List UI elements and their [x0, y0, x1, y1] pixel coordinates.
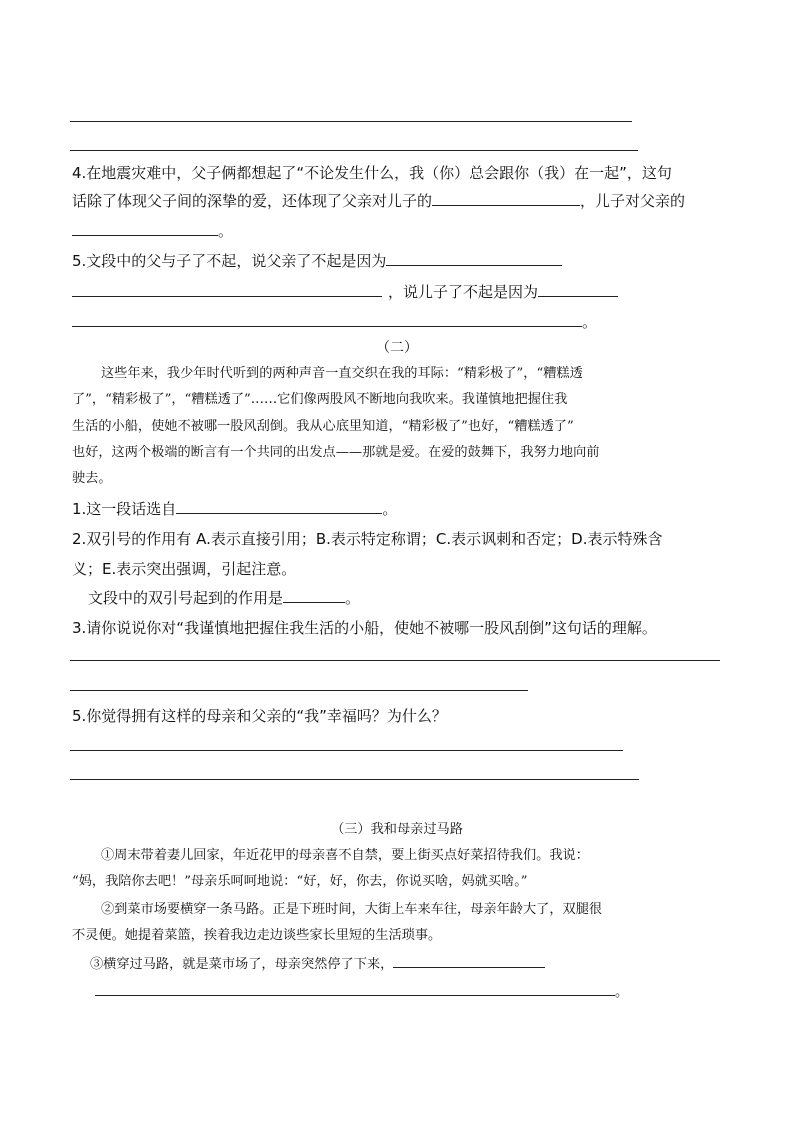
q4-line3-end: 。: [218, 222, 234, 240]
answer-line[interactable]: [70, 750, 623, 751]
q5a-blank-2[interactable]: [72, 282, 382, 297]
s3-blank-2[interactable]: [95, 983, 615, 996]
s2-q2-line1: 2.双引号的作用有 A.表示直接引用；B.表示特定称谓；C.表示讽刺和否定；D.表示特殊含: [72, 530, 663, 548]
s3-para3-text: ③横穿过马路，就是菜市场了，母亲突然停了下来，: [90, 957, 394, 972]
passage-line: 驶去。: [72, 471, 112, 486]
s3-para1-line1: ①周末带着妻儿回家，年近花甲的母亲喜不自禁，要上街买点好菜招待我们。我说：: [101, 848, 589, 863]
section3-heading: （三）我和母亲过马路: [331, 822, 463, 837]
s3-blank-1[interactable]: [393, 955, 545, 968]
answer-line[interactable]: [70, 150, 638, 151]
q4-line2-text: 话除了体现父子间的深挚的爱，还体现了父亲对儿子的: [72, 192, 433, 210]
q4-line3: [72, 221, 233, 241]
answer-line[interactable]: [70, 690, 528, 691]
s2-q2-line3-text: 文段中的双引号起到的作用是: [88, 589, 284, 607]
q5a-line2: [72, 282, 618, 302]
q4-blank-2[interactable]: [72, 221, 218, 236]
passage-line: 也好，这两个极端的断言有一个共同的出发点——那就是爱。在爱的鼓舞下，我努力地向前: [72, 445, 600, 460]
s2-q2-line3: [88, 588, 360, 608]
answer-line[interactable]: [70, 779, 639, 780]
q5a-line1: [72, 251, 562, 271]
s2-q1: [72, 499, 397, 519]
answer-line[interactable]: [70, 660, 720, 661]
q4-line2: [72, 191, 685, 211]
s3-para2-line1: ②到菜市场要横穿一条马路。正是下班时间，大街上车来车往，母亲年龄大了，双腿很: [101, 902, 603, 917]
passage-line: 这些年来，我少年时代听到的两种声音一直交织在我的耳际：“精彩极了”，“糟糕透: [101, 366, 583, 381]
s2-q5: 5.你觉得拥有这样的母亲和父亲的“我”幸福吗？为什么？: [72, 707, 447, 725]
q5a-mid: ，说儿子了不起是因为: [388, 283, 539, 301]
section2-heading: （二）: [376, 340, 418, 356]
s3-para1-line2: “妈，我陪你去吧！”母亲乐呵呵地说：“好，好，你去，你说买啥，妈就买啥。”: [72, 874, 528, 889]
s3-para3-end: 。: [615, 985, 629, 1000]
q4-line1: 4.在地震灾难中，父子俩都想起了“不论发生什么，我（你）总会跟你（我）在一起”，这句: [72, 164, 672, 182]
answer-line[interactable]: [70, 121, 632, 122]
q5a-blank-1[interactable]: [386, 251, 562, 266]
passage-line: 了”，“精彩极了”，“糟糕透了”……它们像两股风不断地向我吹来。我谨慎地把握住我: [72, 392, 568, 407]
q4-blank-1[interactable]: [432, 191, 580, 206]
s2-q2-end: 。: [345, 589, 361, 607]
s3-para3: [90, 955, 545, 974]
q5a-end: 。: [582, 313, 598, 331]
s2-q2-line2: 义；E.表示突出强调，引起注意。: [72, 560, 297, 578]
q5a-text: 5.文段中的父与子了不起，说父亲了不起是因为: [72, 252, 387, 270]
q5a-blank-3[interactable]: [538, 282, 618, 297]
s2-q1-text: 1.这一段话选自: [72, 500, 177, 518]
passage-line: 生活的小船，使她不被哪一股风刮倒。我从心底里知道，“精彩极了”也好，“糟糕透了”: [72, 419, 574, 434]
s2-q2-blank[interactable]: [283, 588, 345, 603]
s2-q3: 3.请你说说你对“我谨慎地把握住我生活的小船，使她不被哪一股风刮倒”这句话的理解。: [72, 619, 657, 637]
s2-q1-end: 。: [382, 500, 398, 518]
s3-para3-line2: [95, 983, 628, 1002]
q4-line2-text-b: ，儿子对父亲的: [580, 192, 686, 210]
q5a-blank-4[interactable]: [72, 312, 582, 327]
s3-para2-line2: 不灵便。她提着菜篮，挨着我边走边谈些家长里短的生活琐事。: [72, 928, 442, 943]
q5a-line3: [72, 312, 597, 332]
s2-q1-blank[interactable]: [176, 499, 382, 514]
